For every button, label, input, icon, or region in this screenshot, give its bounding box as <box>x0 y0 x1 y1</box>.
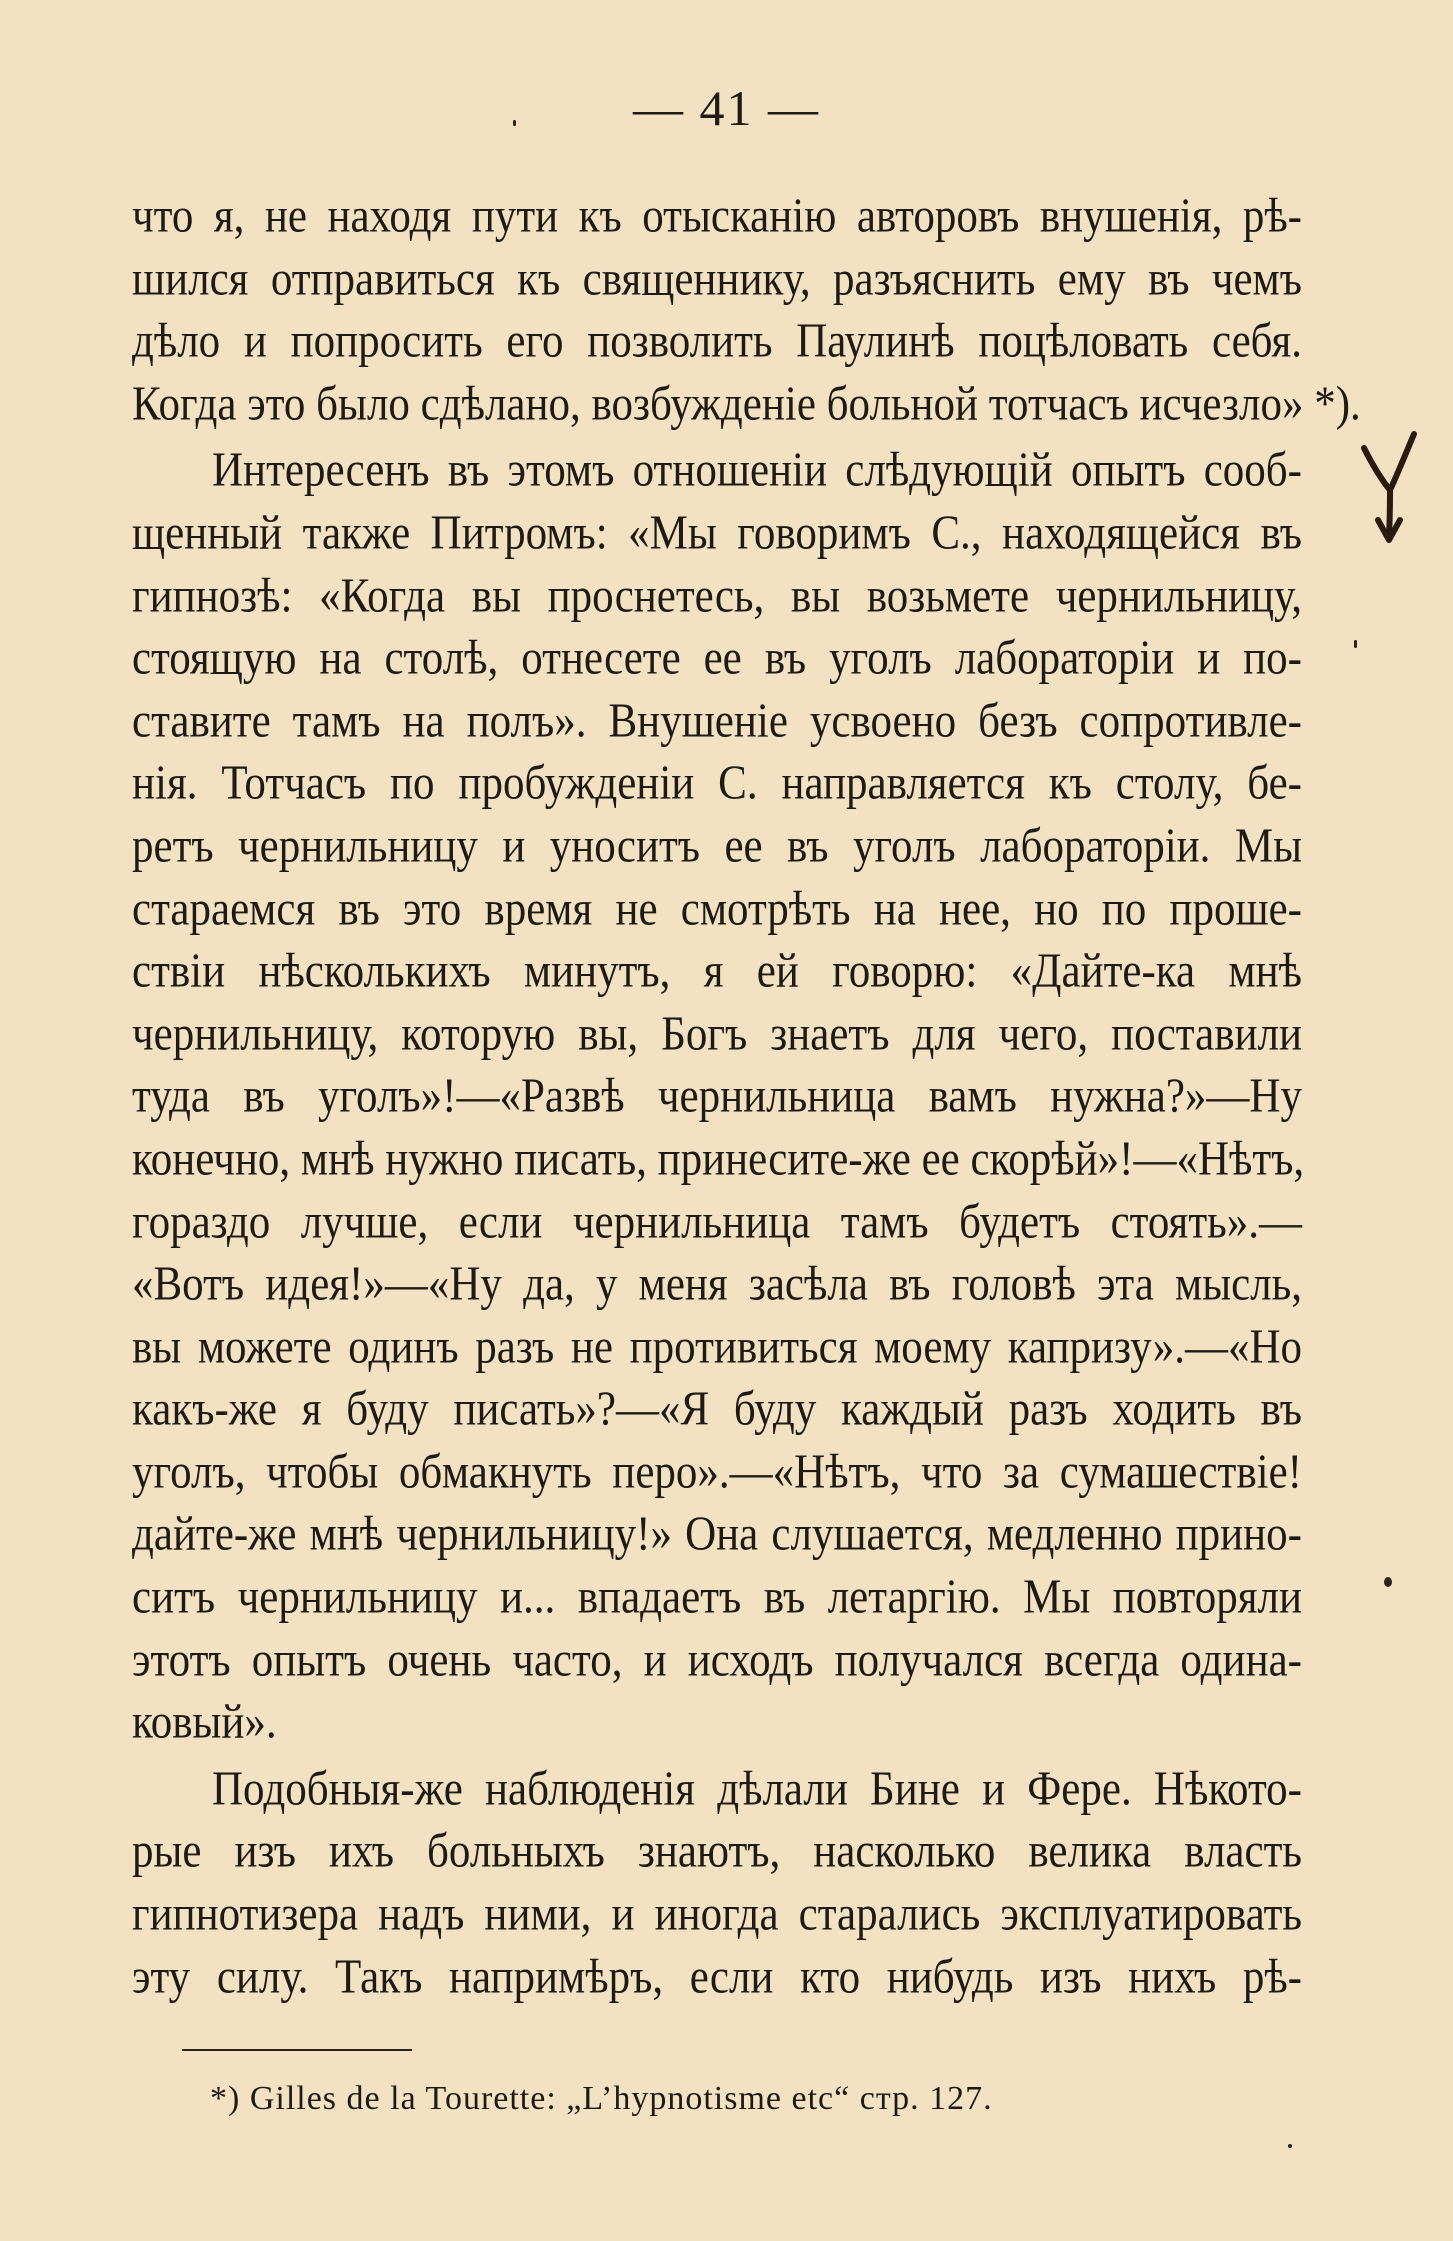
text-line: стоящую на столѣ, отнесете ее въ уголъ лабораторіи и по- <box>132 632 1302 685</box>
text-line: ситъ чернильницу и... впадаетъ въ летаргію. Мы повторяли <box>132 1571 1302 1624</box>
text-line: ствіи нѣсколькихъ минутъ, я ей говорю: «Дайте-ка мнѣ <box>132 945 1302 998</box>
body-text <box>132 186 1361 2009</box>
ink-speck <box>1288 2144 1292 2148</box>
text-line: шился отправиться къ священнику, разъяснить ему въ чемъ <box>132 252 1302 306</box>
text-line: гораздо лучше, если чернильница тамъ будетъ стоять».— <box>132 1195 1302 1249</box>
ink-speck <box>1384 1577 1392 1587</box>
page-number: — 41 — <box>633 80 820 136</box>
text-line: стараемся въ это время не смотрѣть на нее, но по проше- <box>132 882 1302 936</box>
text-line: ковый». <box>132 1696 277 1749</box>
text-line: рые изъ ихъ больныхъ знаютъ, насколько велика власть <box>132 1825 1302 1879</box>
text-line: нія. Тотчасъ по пробужденіи С. направляется къ столу, бе- <box>132 757 1302 811</box>
text-line: Интересенъ въ этомъ отношеніи слѣдующій опытъ сооб- <box>212 444 1302 498</box>
text-line: эту силу. Такъ напримѣръ, если кто нибудь изъ нихъ рѣ- <box>132 1950 1302 2004</box>
text-line: ретъ чернильницу и уноситъ ее въ уголъ лабораторіи. Мы <box>132 820 1302 873</box>
ink-speck <box>513 120 516 126</box>
text-line: щенный также Питромъ: «Мы говоримъ С., находящейся въ <box>132 507 1302 560</box>
text-line: что я, не находя пути къ отысканію авторовъ внушенія, рѣ- <box>132 190 1302 243</box>
text-line: чернильницу, которую вы, Богъ знаетъ для чего, поставили <box>132 1007 1302 1061</box>
text-line: Подобныя-же наблюденія дѣлали Бине и Фере. Нѣкото- <box>212 1762 1302 1816</box>
ink-speck <box>1354 640 1357 648</box>
text-line: дайте-же мнѣ чернильницу!» Она слушается, медленно прино- <box>132 1508 1302 1562</box>
text-line: какъ-же я буду писать»?—«Я буду каждый разъ ходить въ <box>132 1383 1302 1437</box>
text-line: вы можете одинъ разъ не противиться моему капризу».—«Но <box>132 1320 1302 1374</box>
text-line: Когда это было сдѣлано, возбужденіе больной тотчасъ исчезло» *). <box>132 377 1361 431</box>
text-line: этотъ опытъ очень часто, и исходъ получался всегда одина- <box>132 1633 1302 1687</box>
footnote: *) Gilles de la Tourette: „L’hypnotisme etc“ стр. 127. <box>210 2080 993 2117</box>
text-line: туда въ уголъ»!—«Развѣ чернильница вамъ нужна?»—Ну <box>132 1070 1302 1124</box>
text-line: «Вотъ идея!»—«Ну да, у меня засѣла въ головѣ эта мысль, <box>132 1258 1302 1311</box>
text-line: ставите тамъ на полъ». Внушеніе усвоено безъ сопротивле- <box>132 694 1302 748</box>
text-line: гипнотизера надъ ними, и иногда старались эксплуатировать <box>132 1888 1302 1941</box>
text-line: конечно, мнѣ нужно писать, принесите-же ее скорѣй»!—«Нѣтъ, <box>132 1132 1305 1186</box>
footnote-divider <box>182 2049 412 2051</box>
text-line: уголъ, чтобы обмакнуть перо».—«Нѣтъ, что за сумашествіе! <box>132 1445 1302 1499</box>
text-line: дѣло и попросить его позволить Паулинѣ поцѣловать себя. <box>132 315 1302 368</box>
text-line: гипнозѣ: «Когда вы проснетесь, вы возьмете чернильницу, <box>132 569 1302 623</box>
margin-annotation-mark <box>1356 428 1426 548</box>
